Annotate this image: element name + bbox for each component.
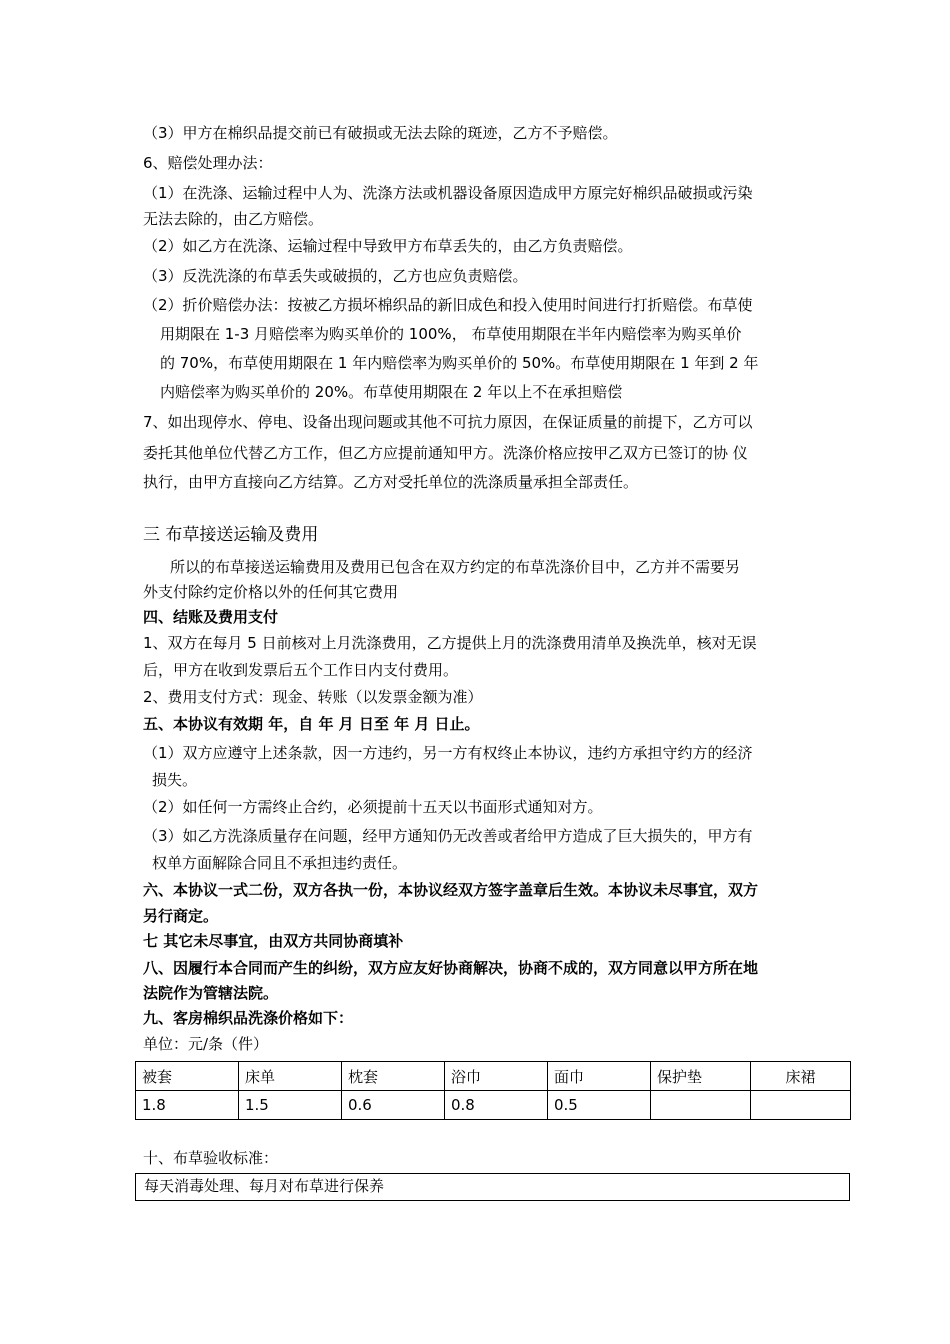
section-7b: 七 其它未尽事宜，由双方共同协商填补 xyxy=(143,932,404,950)
section-5-item2: （2）如任何一方需终止合约，必须提前十五天以书面形式通知对方。 xyxy=(143,798,603,816)
section-3-heading: 三 布草接送运输及费用 xyxy=(143,525,319,545)
clause-3-3: （3）甲方在棉织品提交前已有破损或无法去除的斑迹，乙方不予赔偿。 xyxy=(143,124,618,142)
clause-discount-line3: 的 70%，布草使用期限在 1 年内赔偿率为购买单价的 50%。布草使用期限在 1 年到 2 年 xyxy=(160,354,759,372)
value-cell: 1.8 xyxy=(136,1091,239,1120)
header-cell: 枕套 xyxy=(342,1062,445,1091)
section-5-item1-line2: 损失。 xyxy=(152,771,198,789)
clause-6-2: （2）如乙方在洗涤、运输过程中导致甲方布草丢失的，由乙方负责赔偿。 xyxy=(143,237,633,255)
section-7-line3: 执行，由甲方直接向乙方结算。乙方对受托单位的洗涤质量承担全部责任。 xyxy=(143,473,639,491)
section-7-line2: 委托其他单位代替乙方工作，但乙方应提前通知甲方。洗涤价格应按甲乙双方已签订的协 仪 xyxy=(143,444,748,462)
header-cell: 被套 xyxy=(136,1062,239,1091)
section-4-item2: 2、费用支付方式：现金、转账（以发票金额为准） xyxy=(143,688,483,706)
section-8-line1: 八、因履行本合同而产生的纠纷，双方应友好协商解决，协商不成的，双方同意以甲方所在地 xyxy=(143,959,759,977)
price-table xyxy=(135,1061,851,1120)
value-cell: 0.8 xyxy=(445,1091,548,1120)
section-4-heading: 四、结账及费用支付 xyxy=(143,608,279,626)
section-4-item1-line1: 1、双方在每月 5 日前核对上月洗涤费用，乙方提供上月的洗涤费用清单及换洗单，核对无误 xyxy=(143,634,757,652)
section-8-line2: 法院作为管辖法院。 xyxy=(143,984,279,1002)
acceptance-standard-box: 每天消毒处理、每月对布草进行保养 xyxy=(135,1173,850,1201)
value-cell: 1.5 xyxy=(239,1091,342,1120)
section-6b-line2: 另行商定。 xyxy=(143,907,219,925)
clause-6-1-line2: 无法去除的，由乙方赔偿。 xyxy=(143,210,324,228)
value-cell: 0.5 xyxy=(548,1091,651,1120)
header-cell: 床裙 xyxy=(751,1062,851,1091)
header-cell: 床单 xyxy=(239,1062,342,1091)
clause-discount-line1: （2）折价赔偿办法：按被乙方损坏棉织品的新旧成色和投入使用时间进行打折赔偿。布草使 xyxy=(143,296,753,314)
section-5-item3-line1: （3）如乙方洗涤质量存在问题，经甲方通知仍无改善或者给甲方造成了巨大损失的，甲方有 xyxy=(143,827,753,845)
header-cell: 保护垫 xyxy=(651,1062,751,1091)
section-6-heading: 6、赔偿处理办法： xyxy=(143,154,273,172)
section-5-item1-line1: （1）双方应遵守上述条款，因一方违约，另一方有权终止本协议，违约方承担守约方的经济 xyxy=(143,744,753,762)
value-cell: 0.6 xyxy=(342,1091,445,1120)
section-7-line1: 7、如出现停水、停电、设备出现问题或其他不可抗力原因，在保证质量的前提下，乙方可以 xyxy=(143,413,753,431)
clause-6-3: （3）反洗洗涤的布草丢失或破损的，乙方也应负责赔偿。 xyxy=(143,267,528,285)
section-6b-line1: 六、本协议一式二份，双方各执一份，本协议经双方签字盖章后生效。本协议未尽事宜，双方 xyxy=(143,881,759,899)
section-4-item1-line2: 后，甲方在收到发票后五个工作日内支付费用。 xyxy=(143,661,459,679)
clause-6-1-line1: （1）在洗涤、运输过程中人为、洗涤方法或机器设备原因造成甲方原完好棉织品破损或污染 xyxy=(143,184,753,202)
section-5-item3-line2: 权单方面解除合同且不承担违约责任。 xyxy=(152,854,408,872)
header-cell: 浴巾 xyxy=(445,1062,548,1091)
value-cell xyxy=(651,1091,751,1120)
clause-discount-line4: 内赔偿率为购买单价的 20%。布草使用期限在 2 年以上不在承担赔偿 xyxy=(160,383,623,401)
price-table-value-row xyxy=(136,1091,851,1120)
section-9-heading: 九、客房棉织品洗涤价格如下： xyxy=(143,1009,354,1027)
section-5-heading: 五、本协议有效期 年，自 年 月 日至 年 月 日止。 xyxy=(143,715,480,733)
unit-label: 单位：元/条（件） xyxy=(143,1035,269,1053)
section-3-body-line2: 外支付除约定价格以外的任何其它费用 xyxy=(143,583,399,601)
section-10-heading: 十、布草验收标准： xyxy=(143,1149,279,1167)
header-cell: 面巾 xyxy=(548,1062,651,1091)
section-3-body-line1: 所以的布草接送运输费用及费用已包含在双方约定的布草洗涤价目中，乙方并不需要另 xyxy=(170,558,741,576)
clause-discount-line2: 用期限在 1-3 月赔偿率为购买单价的 100%， 布草使用期限在半年内赔偿率为购买单价 xyxy=(160,325,742,343)
value-cell xyxy=(751,1091,851,1120)
price-table-header-row xyxy=(136,1062,851,1091)
